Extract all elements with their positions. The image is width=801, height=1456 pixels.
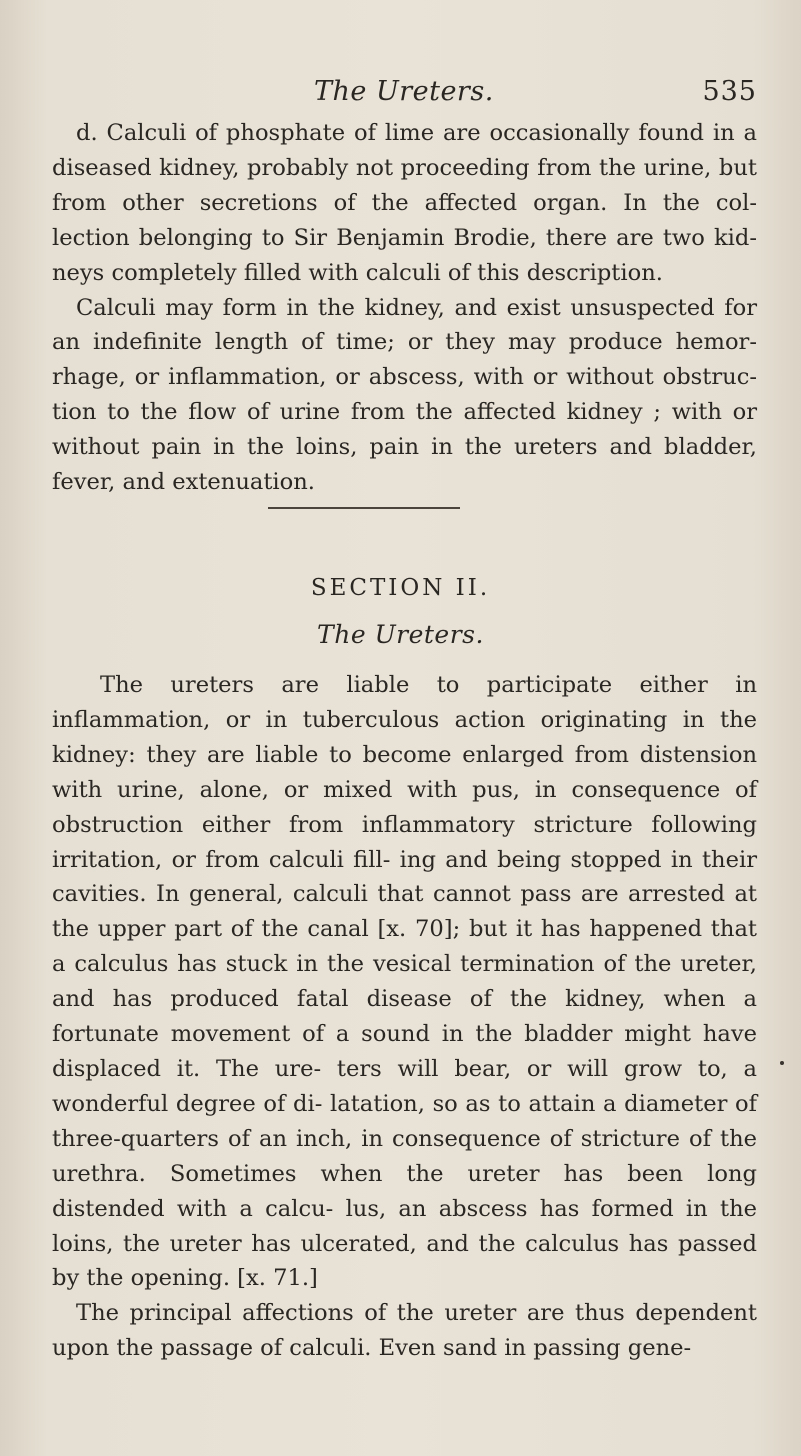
running-head <box>52 76 757 112</box>
section-divider-rule <box>268 507 460 509</box>
section-heading: SECTION II. <box>310 575 491 601</box>
paragraph-calculi-symptoms: Calculi may form in the kidney, and exist unsuspected for an indefinite length of time; or they may produce hemor- rhage, or inflammation, or abscess, with or without obstruc- tion to the flow of urine from the affected kidney ; with or without pain in the loins, pain in the ureters and bladder, fever, and extenuation. <box>52 294 757 496</box>
section-subheading: The Ureters. <box>317 620 484 649</box>
running-title: The Ureters. <box>314 76 494 107</box>
ureters-text <box>52 668 757 1366</box>
paragraph-phosphate-calculi: d. Calculi of phosphate of lime are occasionally found in a diseased kidney, probably not proceeding from the urine, but from other secretions of the affected organ. In the col- lection belonging to Sir Benjamin Brodie, there are two kid- neys completely filled with calculi of this description. <box>52 120 757 286</box>
page-number: 535 <box>702 76 757 107</box>
paragraph-principal-affections: The principal affections of the ureter are thus dependent upon the passage of calculi. Even sand in passing gene- <box>52 1300 757 1362</box>
margin-ink-dot <box>780 1061 784 1065</box>
paragraph-ureters-affections: The ureters are liable to participate either in inflammation, or in tuberculous action originating in the kidney: they are liable to become enlarged from distension with urine, alone, or mixed with pus, in consequence of obstruction either from inflammatory stricture following irritation, or from calculi fill- ing and being stopped in their cavities. In general, calculi that cannot pass are arrested at the upper part of the canal [x. 70]; but it has happened that a calculus has stuck in the vesical termination of the ureter, and has produced fatal disease of the kidney, when a fortunate movement of a sound in the bladder might have displaced it. The ure- ters will bear, or will grow to, a wonderful degree of di- latation, so as to attain a diameter of three-quarters of an inch, in consequence of stricture of the urethra. Sometimes when the ureter has been long distended with a calcu- lus, an abscess has formed in the loins, the ureter has ulcerated, and the calculus has passed by the opening. [x. 71.] <box>52 672 757 1292</box>
kidney-calculi-text <box>52 116 757 500</box>
